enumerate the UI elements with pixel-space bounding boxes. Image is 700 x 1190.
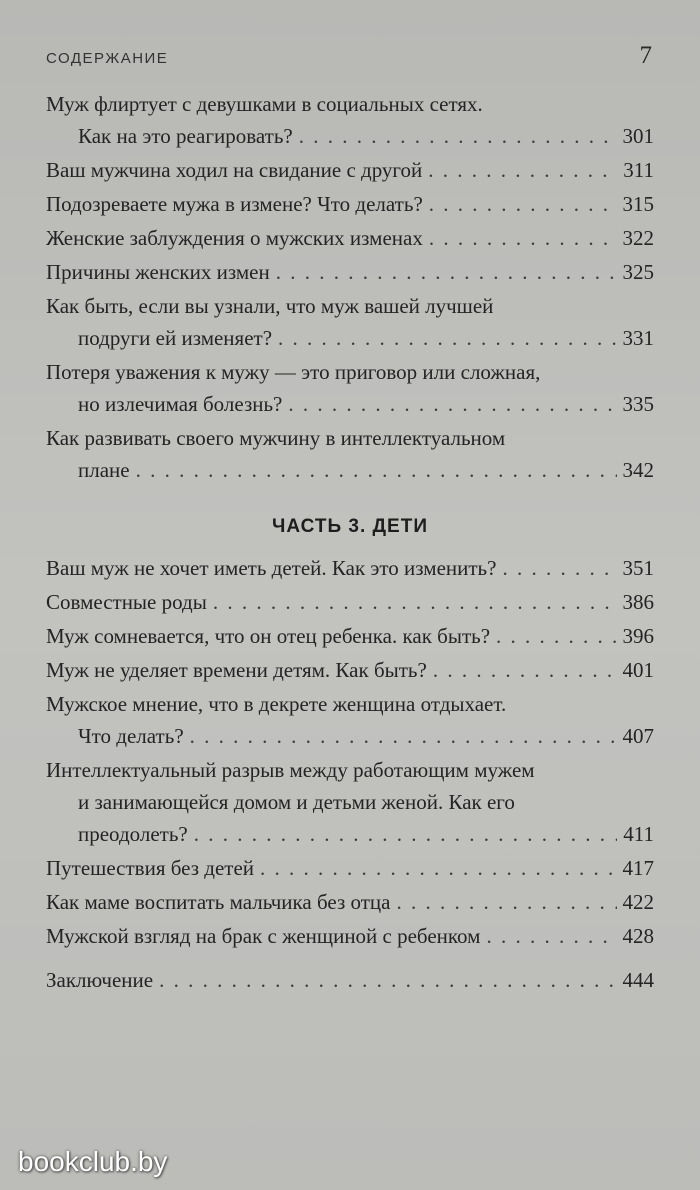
leader-dots: [136, 454, 617, 486]
toc-entry: [46, 552, 654, 584]
toc-page-number: 386: [622, 590, 654, 614]
toc-entry-title: Как маме воспитать мальчика без отца: [46, 890, 391, 914]
toc-entry-title: подруги ей изменяет?: [78, 326, 273, 350]
toc-entry-title: Заключение: [46, 968, 154, 992]
toc-entry-title: Муж сомневается, что он отец ребенка. как быть?: [46, 624, 491, 648]
toc-page-number: 422: [622, 890, 654, 914]
toc-page-number: 411: [623, 822, 654, 846]
toc-page-number: 428: [622, 924, 654, 948]
running-header: СОДЕРЖАНИЕ: [46, 50, 169, 67]
leader-dots: [486, 920, 616, 952]
toc-page-number: 301: [622, 124, 654, 148]
toc-entry-title: Подозреваете мужа в измене? Что делать?: [46, 192, 423, 216]
toc-page-number: 325: [622, 260, 654, 284]
toc-page-number: 417: [622, 856, 654, 880]
leader-dots: [502, 552, 616, 584]
toc-entry: [46, 920, 654, 952]
toc-entry-line: Как быть, если вы узнали, что муж вашей лучшей: [46, 294, 494, 318]
toc-entry-title: но излечимая болезнь?: [78, 392, 283, 416]
toc-entry-line: Интеллектуальный разрыв между работающим мужем: [46, 758, 535, 782]
leader-dots: [213, 586, 617, 618]
toc-page-number: 331: [622, 326, 654, 350]
leader-dots: [190, 720, 617, 752]
toc-entry: [46, 188, 654, 220]
leader-dots: [159, 964, 616, 996]
toc-entry: [46, 754, 654, 850]
toc-entry-line: и занимающейся домом и детьми женой. Как его: [78, 790, 515, 814]
toc-entry-title: плане: [78, 458, 130, 482]
toc-entry-line: Мужское мнение, что в декрете женщина отдыхает.: [46, 692, 507, 716]
toc-entry: [46, 256, 654, 288]
leader-dots: [299, 120, 617, 152]
toc-page-number: 351: [622, 556, 654, 580]
leader-dots: [397, 886, 617, 918]
toc-entry: [46, 586, 654, 618]
toc-entry-title: Ваш муж не хочет иметь детей. Как это изменить?: [46, 556, 497, 580]
leader-dots: [429, 222, 617, 254]
toc-page-number: 342: [622, 458, 654, 482]
toc-page-number: 407: [622, 724, 654, 748]
toc-entry-conclusion: [46, 964, 654, 996]
toc-entry-line: Как развивать своего мужчину в интеллектуальном: [46, 426, 506, 450]
toc-page-number: 401: [622, 658, 654, 682]
leader-dots: [278, 322, 616, 354]
toc-page-number: 396: [622, 624, 654, 648]
toc-entry: [46, 654, 654, 686]
toc-entry-title: Мужской взгляд на брак с женщиной с ребенком: [46, 924, 481, 948]
toc-entry-line: Муж флиртует с девушками в социальных сетях.: [46, 92, 483, 116]
toc-entry: [46, 222, 654, 254]
table-of-contents: [46, 88, 654, 996]
leader-dots: [496, 620, 616, 652]
toc-entry: [46, 88, 654, 152]
toc-page-number: 322: [622, 226, 654, 250]
toc-entry: [46, 422, 654, 486]
toc-page-number: 335: [622, 392, 654, 416]
page-number: 7: [639, 42, 652, 69]
toc-page-number: 444: [622, 968, 654, 992]
toc-entry-title: Путешествия без детей: [46, 856, 255, 880]
toc-entry-title: Причины женских измен: [46, 260, 270, 284]
leader-dots: [260, 852, 616, 884]
watermark: bookclub.by: [18, 1146, 168, 1177]
toc-page-number: 311: [623, 158, 654, 182]
part-title: ЧАСТЬ 3. ДЕТИ: [272, 516, 428, 537]
toc-entry: [46, 886, 654, 918]
toc-entry: [46, 620, 654, 652]
toc-entry-line: Потеря уважения к мужу — это приговор или сложная,: [46, 360, 541, 384]
leader-dots: [194, 818, 618, 850]
toc-entry: [46, 290, 654, 354]
leader-dots: [428, 154, 617, 186]
toc-entry-title: Муж не уделяет времени детям. Как быть?: [46, 658, 427, 682]
toc-entry-title: Женские заблуждения о мужских изменах: [46, 226, 423, 250]
toc-entry-title: преодолеть?: [78, 822, 188, 846]
page-header: [46, 42, 652, 70]
toc-entry: [46, 154, 654, 186]
toc-page-number: 315: [622, 192, 654, 216]
toc-entry-title: Совместные роды: [46, 590, 207, 614]
toc-entry: [46, 688, 654, 752]
toc-entry: [46, 852, 654, 884]
toc-entry-title: Как на это реагировать?: [78, 124, 293, 148]
toc-entry: [46, 356, 654, 420]
toc-entry-title: Что делать?: [78, 724, 184, 748]
leader-dots: [433, 654, 617, 686]
toc-entry-title: Ваш мужчина ходил на свидание с другой: [46, 158, 423, 182]
leader-dots: [429, 188, 617, 220]
leader-dots: [276, 256, 617, 288]
leader-dots: [288, 388, 616, 420]
